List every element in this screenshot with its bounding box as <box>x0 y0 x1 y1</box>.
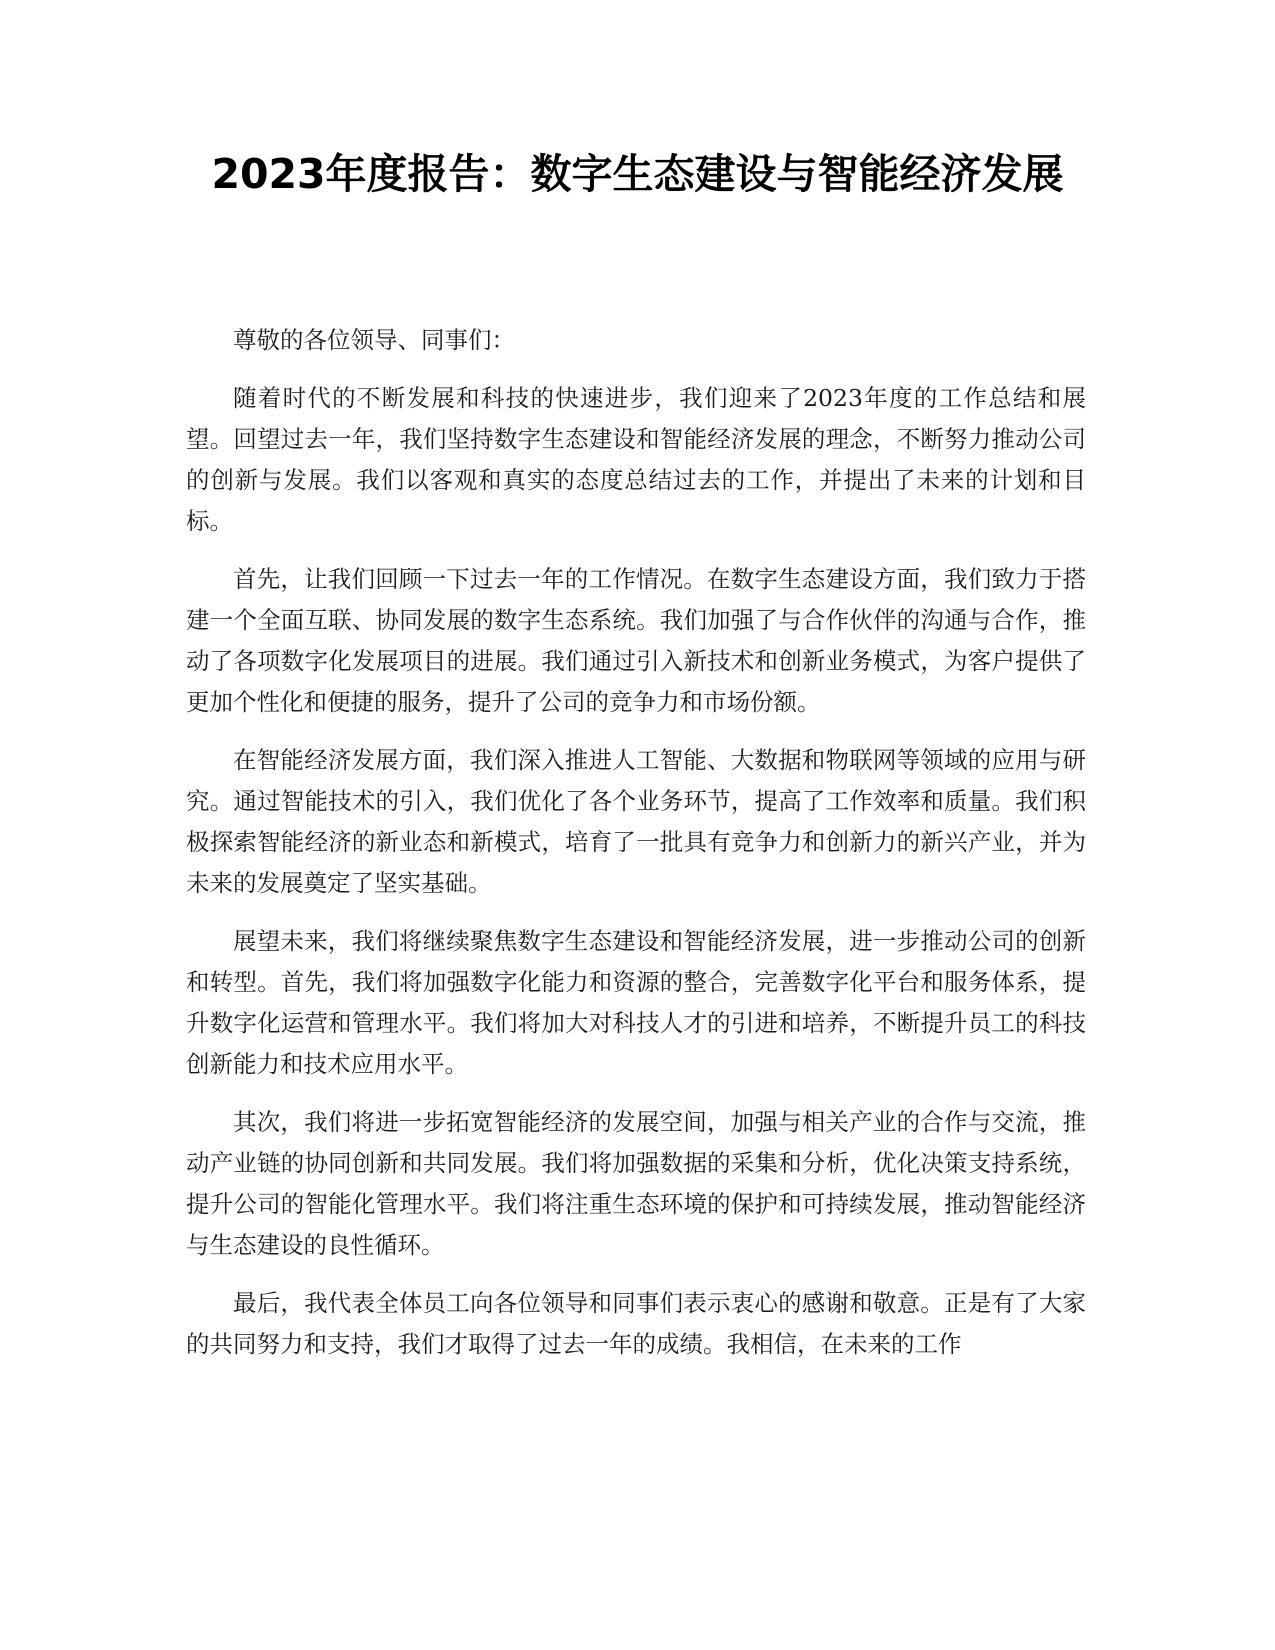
paragraph: 首先，让我们回顾一下过去一年的工作情况。在数字生态建设方面，我们致力于搭建一个全面互联、协同发展的数字生态系统。我们加强了与合作伙伴的沟通与合作，推动了各项数字化发展项目的进展。我们通过引入新技术和创新业务模式，为客户提供了更加个性化和便捷的服务，提升了公司的竞争力和市场份额。 <box>186 565 1086 716</box>
paragraph: 最后，我代表全体员工向各位领导和同事们表示衷心的感谢和敬意。正是有了大家的共同努力和支持，我们才取得了过去一年的成绩。我相信，在未来的工作 <box>186 1289 1086 1358</box>
paragraph: 其次，我们将进一步拓宽智能经济的发展空间，加强与相关产业的合作与交流，推动产业链的协同创新和共同发展。我们将加强数据的采集和分析，优化决策支持系统，提升公司的智能化管理水平。我们将注重生态环境的保护和可持续发展，推动智能经济与生态建设的良性循环。 <box>186 1108 1086 1259</box>
document-title: 2023年度报告：数字生态建设与智能经济发展 <box>211 150 1064 198</box>
paragraph: 随着时代的不断发展和科技的快速进步，我们迎来了2023年度的工作总结和展望。回望过去一年，我们坚持数字生态建设和智能经济发展的理念，不断努力推动公司的创新与发展。我们以客观和真实的态度总结过去的工作，并提出了未来的计划和目标。 <box>186 384 1086 535</box>
paragraph: 展望未来，我们将继续聚焦数字生态建设和智能经济发展，进一步推动公司的创新和转型。首先，我们将加强数字化能力和资源的整合，完善数字化平台和服务体系，提升数字化运营和管理水平。我们将加大对科技人才的引进和培养，不断提升员工的科技创新能力和技术应用水平。 <box>186 927 1086 1078</box>
salutation: 尊敬的各位领导、同事们： <box>233 326 515 354</box>
document-body <box>186 320 1086 1382</box>
paragraph: 在智能经济发展方面，我们深入推进人工智能、大数据和物联网等领域的应用与研究。通过智能技术的引入，我们优化了各个业务环节，提高了工作效率和质量。我们积极探索智能经济的新业态和新模式，培育了一批具有竞争力和创新力的新兴产业，并为未来的发展奠定了坚实基础。 <box>186 746 1086 897</box>
